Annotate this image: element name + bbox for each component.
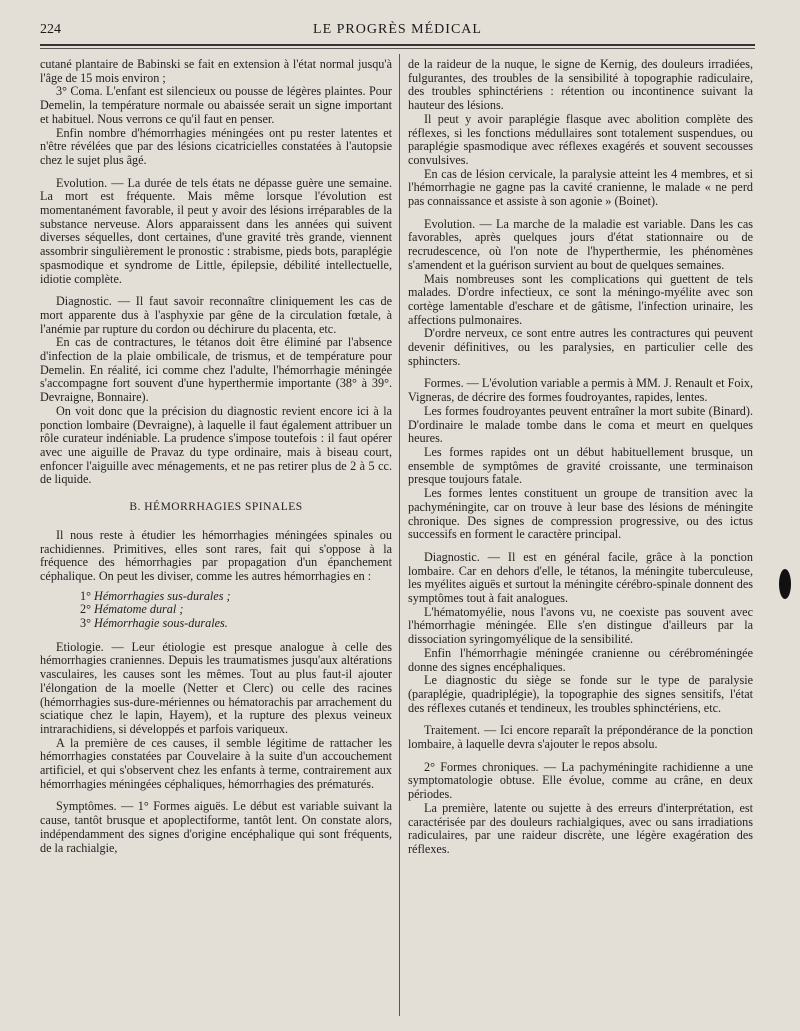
paragraph: Evolution. — La marche de la maladie est variable. Dans les cas favorables, après quelques jours d'état stationnaire ou de recrudescence, où l'on note de l'hyperthermie, les phénomènes s'amendent et la guérison survient au bout de quelques semaines. xyxy=(408,216,753,272)
paragraph: En cas de contractures, le tétanos doit être éliminé par l'absence d'infection de la plaie ombilicale, de trismus, et de température pour Demelin. En réalité, ici comme chez l'adulte, l'hémorrhagie méningée s'accompagne fort souvent d'une hyperthermie importante (38° à 39°. Devraigne, Bonnaire). xyxy=(40,335,392,405)
paragraph: Symptômes. — 1° Formes aiguës. Le début est variable suivant la cause, tantôt brusque et apoplectiforme, tantôt lent. On constate alors, indépendamment des signes d'origine encéphalique qui sont fréquents, de la rachialgie, xyxy=(40,799,392,855)
paragraph: Les formes lentes constituent un groupe de transition avec la pachyméningite, car on trouve à leur base des lésions de méningite chronique. Des signes de compression progressive, ou des ictus successifs en forment le caractère principal. xyxy=(408,486,753,542)
list-item-number: 1° xyxy=(80,588,91,603)
list-item-number: 2° xyxy=(80,602,91,617)
paragraph: D'ordre nerveux, ce sont entre autres les contractures qui peuvent devenir définitives, ou les paralysies, en particulier celle des sphincters. xyxy=(408,326,753,368)
left-column xyxy=(40,58,392,855)
paragraph: Enfin nombre d'hémorrhagies méningées ont pu rester latentes et n'être révélées que par des lésions cicatricielles constatées à l'autopsie chez le sujet plus âgé. xyxy=(40,125,392,167)
list-item-text: Hémorrhagies sus-durales ; xyxy=(94,588,231,603)
list-item-number: 3° xyxy=(80,616,91,631)
journal-title: LE PROGRÈS MÉDICAL xyxy=(313,22,482,37)
paragraph: La première, latente ou sujette à des erreurs d'interprétation, est caractérisée par des douleurs rachialgiques, avec ou sans irradiations radiculaires, par une raideur discrète, une légère exagération des réflexes. xyxy=(408,800,753,856)
header-rule-thin xyxy=(40,48,755,49)
list-item-text: Hémorrhagie sous-durales. xyxy=(94,616,228,631)
page-header xyxy=(40,22,755,42)
paragraph: Diagnostic. — Il est en général facile, grâce à la ponction lombaire. Car en dehors d'elle, le tétanos, la méningite tuberculeuse, les myélites aiguës et surtout la méningite cérébro-spinale donnent des symptômes tout à fait analogues. xyxy=(408,549,753,606)
list-item xyxy=(80,590,392,604)
paragraph: Formes. — L'évolution variable a permis à MM. J. Renault et Foix, Vigneras, de décrire des formes foudroyantes, rapides, lentes. xyxy=(408,376,753,405)
paragraph: Mais nombreuses sont les complications qui guettent de tels malades. D'ordre infectieux, ce sont la méningo-myélite avec son cortège lamentable d'eschare et de gâtisme, l'infection urinaire, les affections pulmonaires. xyxy=(408,271,753,327)
paragraph: Il peut y avoir paraplégie flasque avec abolition complète des réflexes, si les fonctions médullaires sont totalement suspendues, ou paraplégie spasmodique avec réflexes exagérés et souvent secousses convulsives. xyxy=(408,111,753,167)
paragraph: 3° Coma. L'enfant est silencieux ou pousse de légères plaintes. Pour Demelin, la température normale ou abaissée serait un signe important et habituel. Nous verrons ce qu'il faut en penser. xyxy=(40,84,392,126)
paragraph: de la raideur de la nuque, le signe de Kernig, des douleurs irradiées, fulgurantes, des troubles de la sensibilité à topographie radiculaire, des troubles sphinctériens : rétention ou incontinence suivant la hauteur des lésions. xyxy=(408,57,753,113)
paragraph: Traitement. — Ici encore reparaît la prépondérance de la ponction lombaire, à laquelle devra s'ajouter le repos absolu. xyxy=(408,723,753,752)
list-item xyxy=(80,603,392,617)
paragraph: cutané plantaire de Babinski se fait en extension à l'état normal jusqu'à l'âge de 15 mois environ ; xyxy=(40,57,392,85)
list-item xyxy=(80,617,392,631)
ink-blot xyxy=(779,569,791,599)
page-number: 224 xyxy=(40,22,61,37)
right-column xyxy=(408,58,753,857)
column-divider xyxy=(399,54,400,1016)
paragraph: Les formes rapides ont un début habituellement brusque, un ensemble de symptômes de gravité croissante, une terminaison presque toujours fatale. xyxy=(408,444,753,487)
paragraph: Enfin l'hémorrhagie méningée cranienne ou cérébroméningée donne des signes encéphaliques. xyxy=(408,645,753,674)
section-heading: B. HÉMORRHAGIES SPINALES xyxy=(129,501,303,514)
paragraph: Le diagnostic du siège se fonde sur le type de paralysie (paraplégie, quadriplégie), la topographie des signes sensitifs, l'état des réflexes cutanés et tendineux, les troubles sphinctériens, etc. xyxy=(408,673,753,715)
paragraph: L'hématomyélie, nous l'avons vu, ne coexiste pas souvent avec l'hémorrhagie méningée. Elle s'en distingue d'ailleurs par la dissociation syringomyélique de la sensibilité. xyxy=(408,604,753,647)
paragraph: Evolution. — La durée de tels états ne dépasse guère une semaine. La mort est fréquente. Mais même lorsque l'évolution est momentanément favorable, il peut y avoir des lésions irréparables de la substance nerveuse. Alors apparaissent dans les années qui suivent diverses séquelles, dont certaines, d'une gravité très grande, viennent assombrir singulièrement le pronostic : strabisme, pieds bots, paraplégie spasmodique et syndrome de Little, épilepsie, débilité intellectuelle, idiotie complète. xyxy=(40,175,393,286)
paragraph: Il nous reste à étudier les hémorrhagies méningées spinales ou rachidiennes. Primitives, elles sont rares, fait qui s'oppose à la fréquence des hémorrhagies par propagation d'un épanchement céphalique. On peut les diviser, comme les autres hémorrhagies en : xyxy=(40,527,392,583)
list-item-text: Hématome dural ; xyxy=(94,602,184,617)
paragraph: Etiologie. — Leur étiologie est presque analogue à celle des hémorrhagies craniennes. Depuis les traumatismes jusqu'aux altérations vasculaires, les causes sont les mêmes. Tout au plus faut-il ajouter l'élongation de la moelle (Netter et Clerc) ou celle des racines (hémorrhagies sus-dure-mériennes ou hématorachis par arrachement du sciatique chez le lapin, Hayem), et la rupture des plexus veineux intrarachidiens, si développés et parfois variqueux. xyxy=(40,639,392,736)
paragraph: On voit donc que la précision du diagnostic revient encore ici à la ponction lombaire (Devraigne), à laquelle il faut également attribuer un rôle curateur indéniable. La prudence s'impose toutefois : il faut opérer avec une aiguille de Pravaz du type ordinaire, mais à biseau court, enfoncer l'aiguille avec ménagements, et ne pas retirer plus de 2 à 5 cc. de liquide. xyxy=(40,403,392,487)
paragraph: Diagnostic. — Il faut savoir reconnaître cliniquement les cas de mort apparente dus à l'asphyxie par gêne de la circulation fœtale, à l'anémie par rupture du cordon ou déchirure du placenta, etc. xyxy=(40,294,392,336)
paragraph: En cas de lésion cervicale, la paralysie atteint les 4 membres, et si l'hémorrhagie ne gagne pas la cavité cranienne, le malade « ne perd pas connaissance et assiste à son agonie » (Boinet). xyxy=(408,166,753,209)
paragraph: A la première de ces causes, il semble légitime de rattacher les hémorrhagies constatées par Couvelaire à la suite d'un accouchement artificiel, et qui s'observent chez les enfants à terme, contrairement aux hémorrhagies méningées céphaliques, hémorrhagies des prématurés. xyxy=(40,735,392,791)
classification-list xyxy=(80,590,392,631)
paragraph: 2° Formes chroniques. — La pachyméningite rachidienne a une symptomatologie obtuse. Elle évolue, comme au crâne, en deux périodes. xyxy=(408,759,753,802)
paragraph: Les formes foudroyantes peuvent entraîner la mort subite (Binard). D'ordinaire le malade tombe dans le coma et meurt en quelques heures. xyxy=(408,403,753,446)
header-rule xyxy=(40,44,755,46)
